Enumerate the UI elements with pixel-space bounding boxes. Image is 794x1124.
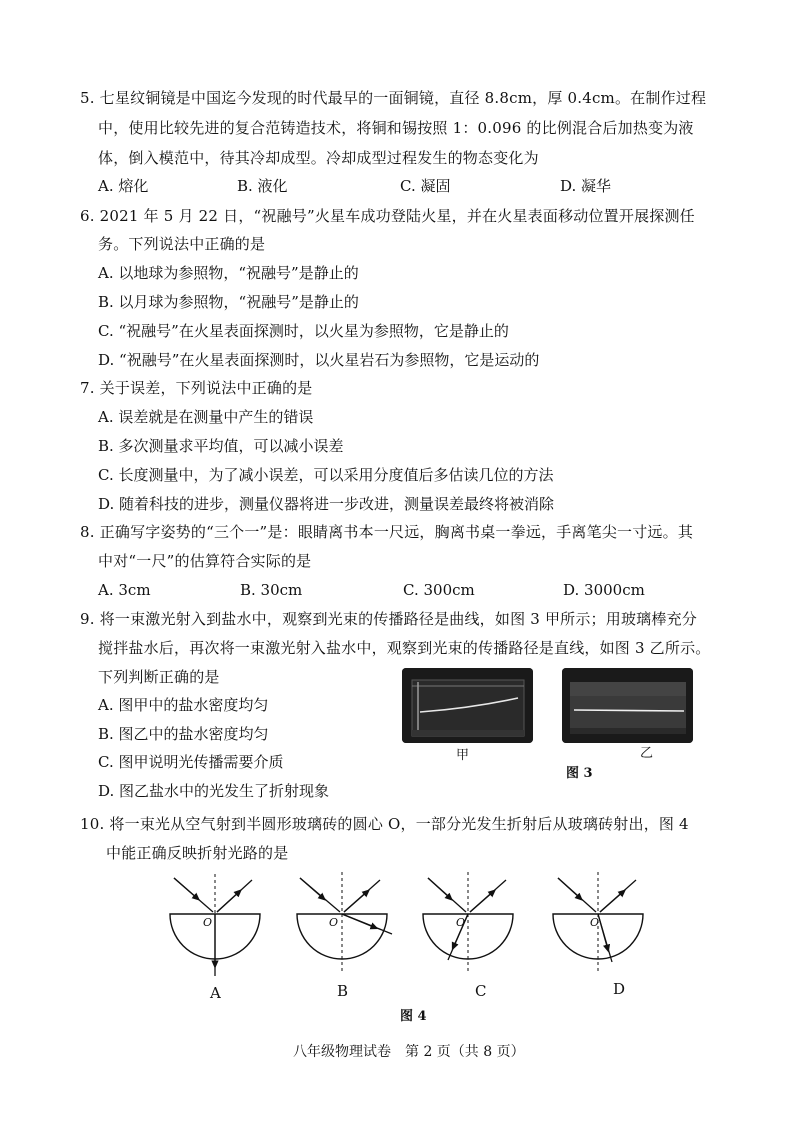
q9-option-b: B. 图乙中的盐水密度均匀 (98, 725, 269, 743)
photo-label-jia: 甲 (456, 748, 470, 763)
center-label-o-a: O (203, 916, 213, 929)
q6-option-c: C. “祝融号”在火星表面探测时，以火星为参照物，它是静止的 (98, 322, 509, 340)
q6-option-d: D. “祝融号”在火星表面探测时，以火星岩石为参照物，它是运动的 (98, 351, 540, 369)
diagram-b (297, 872, 392, 974)
q5-option-c: C. 凝固 (400, 177, 451, 195)
center-label-o-c: O (456, 916, 466, 929)
diagram-label-a: A (210, 984, 221, 1002)
q5-line-3: 体，倒入模范中，待其冷却成型。冷却成型过程发生的物态变化为 (98, 149, 539, 167)
figure-3-caption: 图 3 (566, 766, 593, 781)
q8-option-a: A. 3cm (98, 581, 151, 599)
photo-jia-curved-laser (402, 668, 533, 743)
q10-line-1: 10. 将一束光从空气射到半圆形玻璃砖的圆心 O，一部分光发生折射后从玻璃砖射出，图 4 (80, 815, 689, 833)
center-label-o-b: O (329, 916, 339, 929)
diagram-c (423, 872, 513, 974)
q8-option-b: B. 30cm (240, 581, 303, 599)
q8-option-d: D. 3000cm (563, 581, 645, 599)
q6-line-1: 6. 2021 年 5 月 22 日，“祝融号”火星车成功登陆火星，并在火星表面移动位置开展探测任 (80, 207, 695, 225)
q9-option-d: D. 图乙盐水中的光发生了折射现象 (98, 782, 330, 800)
q9-line-2: 搅拌盐水后，再次将一束激光射入盐水中，观察到光束的传播路径是直线，如图 3 乙所示。 (98, 639, 711, 657)
q7-option-a: A. 误差就是在测量中产生的错误 (98, 408, 314, 426)
q9-option-c: C. 图甲说明光传播需要介质 (98, 753, 284, 771)
q8-line-1: 8. 正确写字姿势的“三个一”是：眼睛离书本一尺远，胸离书桌一拳远，手离笔尖一寸远。其 (80, 523, 694, 541)
q9-line-3: 下列判断正确的是 (98, 668, 220, 686)
q7-option-d: D. 随着科技的进步，测量仪器将进一步改进，测量误差最终将被消除 (98, 495, 555, 513)
q7-option-b: B. 多次测量求平均值，可以减小误差 (98, 437, 344, 455)
laser-tank-image (402, 668, 533, 743)
q5-option-a: A. 熔化 (98, 177, 149, 195)
q5-line-2: 中，使用比较先进的复合范铸造技术，将铜和锡按照 1：0.096 的比例混合后加热变为液 (98, 119, 694, 137)
q5-option-b: B. 液化 (237, 177, 288, 195)
q9-option-a: A. 图甲中的盐水密度均匀 (98, 696, 269, 714)
center-label-o-d: O (590, 916, 600, 929)
diagram-label-d: D (613, 980, 626, 998)
q9-line-1: 9. 将一束激光射入到盐水中，观察到光束的传播路径是曲线，如图 3 甲所示；用玻璃棒充分 (80, 610, 697, 628)
q6-option-a: A. 以地球为参照物，“祝融号”是静止的 (98, 264, 359, 282)
diagram-label-c: C (475, 982, 487, 1000)
q5-line-1: 5. 七星纹铜镜是中国迄今发现的时代最早的一面铜镜，直径 8.8cm，厚 0.4cm。在制作过程 (80, 89, 707, 107)
q10-line-2: 中能正确反映折射光路的是 (106, 844, 289, 862)
q7-option-c: C. 长度测量中，为了减小误差，可以采用分度值后多估读几位的方法 (98, 466, 554, 484)
q7-line-1: 7. 关于误差，下列说法中正确的是 (80, 379, 313, 397)
photo-yi-straight-laser (562, 668, 693, 743)
figure-4-caption: 图 4 (400, 1009, 427, 1024)
q8-line-2: 中对“一尺”的估算符合实际的是 (98, 552, 312, 570)
photo-label-yi: 乙 (640, 746, 654, 761)
diagram-a (170, 874, 260, 976)
laser-tank-image (562, 668, 693, 743)
q6-option-b: B. 以月球为参照物，“祝融号”是静止的 (98, 293, 359, 311)
q6-line-2: 务。下列说法中正确的是 (98, 235, 266, 253)
q8-option-c: C. 300cm (403, 581, 475, 599)
diagram-label-b: B (337, 982, 349, 1000)
q5-option-d: D. 凝华 (560, 177, 612, 195)
page-footer: 八年级物理试卷 第 2 页（共 8 页） (293, 1044, 525, 1060)
